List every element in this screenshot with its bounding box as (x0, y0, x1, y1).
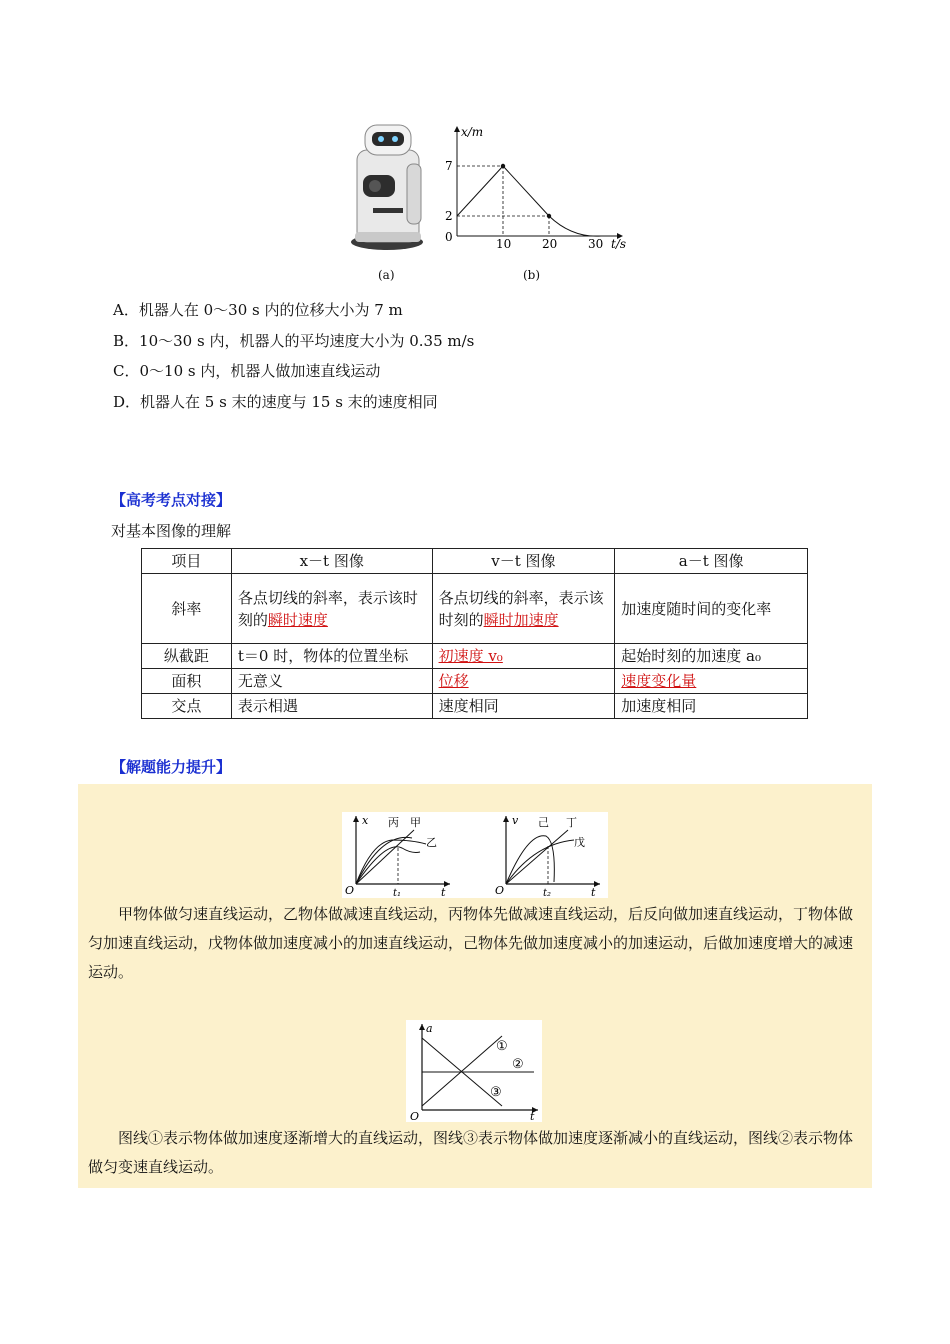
curve-label: ② (512, 1057, 524, 1072)
curve-label: ① (496, 1039, 508, 1054)
paragraph-motion: 甲物体做匀速直线运动，乙物体做减速直线运动，丙物体先做减速直线运动，后反向做加速直线运动，丁物体做匀加速直线运动，戊物体做加速度减小的加速直线运动，己物体先做加速度减小的加速运动，后做加速度增大的减速运动。 (88, 905, 854, 981)
cell-at-cross: 加速度相同 (615, 694, 808, 719)
row-label: 交点 (142, 694, 232, 719)
data-point (547, 214, 551, 218)
option-d[interactable] (113, 392, 438, 412)
cell-text: 各点切线的斜率，表示该时刻的 (237, 588, 418, 629)
table-row-area (142, 669, 808, 694)
x-tick-label: 10 (496, 237, 512, 251)
origin-label: O (410, 1110, 420, 1122)
option-a[interactable] (113, 300, 403, 320)
figure-top (340, 120, 640, 290)
option-letter: D． (113, 393, 141, 411)
x-tick-label: 30 (588, 237, 604, 251)
option-letter: B． (113, 332, 140, 350)
cell-xt-slope (231, 574, 432, 644)
answer-text: 瞬时加速度 (483, 610, 559, 629)
ability-title: 【解题能力提升】 (111, 758, 232, 776)
series-curve (549, 216, 601, 236)
gaokao-subtitle: 对基本图像的理解 (111, 522, 232, 540)
option-text: 0～10 s 内，机器人做加速直线运动 (139, 362, 381, 380)
header-cell: a－t 图像 (615, 549, 808, 574)
cell-at-intercept: 起始时刻的加速度 a₀ (615, 644, 808, 669)
y-axis-label: x/m (461, 125, 484, 139)
option-text: 机器人在 0～30 s 内的位移大小为 7 m (138, 301, 403, 319)
table-header-row (142, 549, 808, 574)
table-row-cross (142, 694, 808, 719)
row-label: 纵截距 (142, 644, 232, 669)
table-row-intercept (142, 644, 808, 669)
paragraph-acceleration: 图线①表示物体做加速度逐渐增大的直线运动，图线③表示物体做加速度逐渐减小的直线运动，图线②表示物体做匀变速直线运动。 (88, 1129, 854, 1176)
row-label: 斜率 (142, 574, 232, 644)
cell-xt-area: 无意义 (231, 669, 432, 694)
answer-text: 位移 (438, 672, 469, 690)
motion-graphs-figure (342, 812, 608, 898)
robot-image (345, 120, 430, 255)
option-b[interactable] (113, 331, 474, 351)
header-cell: v－t 图像 (432, 549, 615, 574)
data-point (501, 164, 505, 168)
y-tick-label: 7 (445, 159, 453, 173)
origin-label: 0 (445, 230, 453, 244)
cell-at-area (615, 669, 808, 694)
y-axis-label: x (362, 814, 369, 827)
series-segment (457, 166, 503, 216)
cell-vt-slope (432, 574, 615, 644)
answer-text: 瞬时速度 (267, 610, 328, 629)
row-label: 面积 (142, 669, 232, 694)
cell-vt-area (432, 669, 615, 694)
acceleration-graph-figure (406, 1020, 542, 1122)
answer-text: 速度变化量 (621, 672, 697, 690)
y-axis-arrow (454, 126, 460, 132)
option-letter: A． (113, 301, 139, 319)
option-letter: C． (113, 362, 140, 380)
curve-label: 丙 (388, 816, 399, 829)
x-tick-label: 20 (542, 237, 558, 251)
option-text: 10～30 s 内，机器人的平均速度大小为 0.35 m/s (139, 332, 475, 350)
gaokao-title: 【高考考点对接】 (111, 491, 232, 509)
cell-vt-cross: 速度相同 (432, 694, 615, 719)
caption-b: (b) (523, 268, 541, 282)
curve-label: 丁 (566, 816, 577, 829)
header-cell: 项目 (142, 549, 232, 574)
answer-text: 初速度 v₀ (438, 647, 503, 665)
graph-comparison-table (141, 548, 808, 719)
tick-label: t₂ (543, 888, 552, 898)
cell-xt-intercept: t＝0 时，物体的位置坐标 (231, 644, 432, 669)
origin-label: O (345, 884, 355, 897)
xt-chart (435, 120, 640, 260)
series-segment (503, 166, 549, 216)
curve-label: 己 (538, 816, 549, 829)
y-axis-label: a (426, 1022, 433, 1035)
cell-text: 各点切线的斜率，表示该时刻的 (438, 588, 604, 629)
curve-label: 甲 (410, 816, 421, 829)
origin-label: O (495, 884, 505, 897)
cell-at-slope: 加速度随时间的变化率 (615, 574, 808, 644)
x-axis-label: t (530, 1110, 535, 1122)
ability-box (78, 784, 872, 1188)
curve-label: 乙 (426, 836, 437, 849)
tick-label: t₁ (393, 888, 402, 898)
caption-a: (a) (378, 268, 395, 282)
header-cell: x－t 图像 (231, 549, 432, 574)
option-c[interactable] (113, 361, 380, 381)
cell-xt-cross: 表示相遇 (231, 694, 432, 719)
x-axis-label: t (591, 886, 596, 898)
x-axis-label: t/s (611, 237, 627, 251)
y-axis-label: v (512, 814, 519, 827)
x-axis-label: t (441, 886, 446, 898)
y-tick-label: 2 (445, 209, 453, 223)
option-text: 机器人在 5 s 末的速度与 15 s 末的速度相同 (140, 393, 438, 411)
table-row-slope (142, 574, 808, 644)
cell-vt-intercept (432, 644, 615, 669)
curve-label: 戊 (574, 836, 585, 849)
curve-label: ③ (490, 1085, 502, 1100)
